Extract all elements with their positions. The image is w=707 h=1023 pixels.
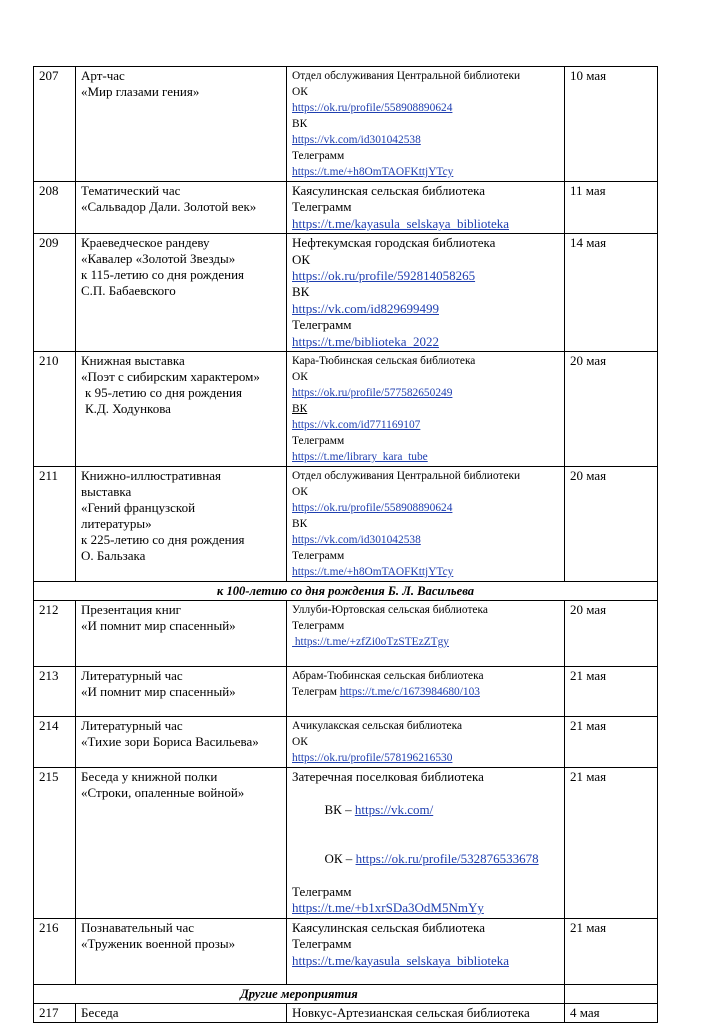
ok-link[interactable]: https://ok.ru/profile/532876533678 — [355, 851, 539, 867]
event-title: Беседа — [76, 1003, 287, 1022]
vk-link[interactable]: https://vk.com/ — [354, 801, 434, 817]
events-table — [33, 66, 658, 1023]
telegram-link[interactable]: https://t.me/+zfZi0oTzSTEzZTgy — [292, 636, 449, 649]
event-title: Книжная выставка «Поэт с сибирским характером» к 95-летию со дня рождения К.Д. Ходункова — [76, 352, 287, 467]
library-name: Отдел обслуживания Центральной библиотеки — [292, 470, 521, 483]
library-name: Затеречная поселковая библиотека — [292, 769, 484, 785]
telegram-link[interactable]: https://t.me/biblioteka_2022 — [292, 333, 439, 349]
event-date: 21 мая — [565, 717, 658, 768]
library-name: Новкус-Артезианская сельская библиотека — [292, 1004, 530, 1020]
telegram-link[interactable]: https://t.me/+h8OmTAOFKttjYTcy — [292, 566, 454, 579]
ok-link[interactable]: https://ok.ru/profile/592814058265 — [292, 268, 476, 284]
ok-link[interactable]: https://ok.ru/profile/558908890624 — [292, 502, 453, 515]
telegram-link[interactable]: https://t.me/kayasula_selskaya_biblioteka — [292, 215, 509, 231]
table-row — [34, 768, 658, 919]
vk-link[interactable]: https://vk.com/id829699499 — [292, 300, 439, 316]
event-date: 4 мая — [565, 1003, 658, 1022]
vk-link[interactable]: https://vk.com/id301042538 — [292, 134, 421, 146]
library-info: Кара-Тюбинская сельская библиотека ОК https://ok.ru/profile/577582650249 ВК https://vk.com/id771169107 Телеграмм https://t.me/library_kara_tube — [287, 352, 565, 467]
vk-link[interactable]: https://vk.com/id771169107 — [292, 419, 421, 432]
library-info: Отдел обслуживания Центральной библиотеки ОК https://ok.ru/profile/558908890624 ВК https://vk.com/id301042538 Телеграмм https://t.me/+h8OmTAOFKttjYTcy — [287, 467, 565, 582]
library-name: Ачикулакская сельская библиотека — [292, 720, 463, 733]
section-title-other: Другие мероприятия — [34, 984, 565, 1003]
ok-link[interactable]: https://ok.ru/profile/558908890624 — [292, 102, 453, 114]
row-number: 208 — [34, 182, 76, 234]
event-date: 11 мая — [565, 182, 658, 234]
table-row — [34, 918, 658, 984]
library-name: Нефтекумская городская библиотека — [292, 235, 496, 251]
event-title: Презентация книг «И помнит мир спасенный» — [76, 601, 287, 667]
event-title: Познавательный час «Труженик военной прозы» — [76, 918, 287, 984]
library-info: Каясулинская сельская библиотека Телеграмм https://t.me/kayasula_selskaya_biblioteka — [287, 918, 565, 984]
section-header — [34, 984, 658, 1003]
event-date: 20 мая — [565, 352, 658, 467]
event-title: Беседа у книжной полки «Строки, опаленные войной» — [76, 768, 287, 919]
section-header — [34, 582, 658, 601]
row-number: 209 — [34, 234, 76, 352]
library-name: Каясулинская сельская библиотека — [292, 183, 486, 198]
event-date: 20 мая — [565, 467, 658, 582]
library-name: Уллуби-Юртовская сельская библиотека — [292, 604, 488, 617]
library-info: Нефтекумская городская библиотека ОК https://ok.ru/profile/592814058265 ВК https://vk.com/id829699499 Телеграмм https://t.me/biblioteka_2022 — [287, 234, 565, 352]
row-number: 213 — [34, 667, 76, 717]
library-info: Абрам-Тюбинская сельская библиотека Телеграм https://t.me/c/1673984680/103 — [287, 667, 565, 717]
row-number: 212 — [34, 601, 76, 667]
telegram-link[interactable]: https://t.me/+h8OmTAOFKttjYTcy — [292, 166, 454, 178]
event-date: 21 мая — [565, 768, 658, 919]
event-title: Книжно-иллюстративная выставка «Гений французской литературы» к 225-летию со дня рождения О. Бальзака — [76, 467, 287, 582]
event-title: Краеведческое рандеву «Кавалер «Золотой Звезды» к 115-летию со дня рождения С.П. Бабаевского — [76, 234, 287, 352]
row-number: 207 — [34, 67, 76, 182]
table-row — [34, 182, 658, 234]
event-date: 21 мая — [565, 918, 658, 984]
event-title: Тематический час «Сальвадор Дали. Золотой век» — [76, 182, 287, 234]
library-info — [287, 1003, 565, 1022]
table-row — [34, 352, 658, 467]
section-title-vasiliev: к 100-летию со дня рождения Б. Л. Васильева — [34, 582, 658, 601]
library-info: Каясулинская сельская библиотека Телеграмм https://t.me/kayasula_selskaya_biblioteka — [287, 182, 565, 234]
table-row — [34, 67, 658, 182]
event-date: 21 мая — [565, 667, 658, 717]
vk-link[interactable]: https://vk.com/id301042538 — [292, 534, 421, 547]
table-row — [34, 667, 658, 717]
ok-link[interactable]: https://ok.ru/profile/578196216530 — [292, 752, 453, 765]
library-name: Отдел обслуживания Центральной библиотеки — [292, 70, 521, 82]
table-row — [34, 717, 658, 768]
library-info: Ачикулакская сельская библиотека ОК https://ok.ru/profile/578196216530 — [287, 717, 565, 768]
event-title: Литературный час «Тихие зори Бориса Васильева» — [76, 717, 287, 768]
row-number: 214 — [34, 717, 76, 768]
library-info: Уллуби-Юртовская сельская библиотека Телеграмм https://t.me/+zfZi0oTzSTEzZTgy — [287, 601, 565, 667]
row-number: 211 — [34, 467, 76, 582]
table-row — [34, 234, 658, 352]
telegram-link[interactable]: https://t.me/library_kara_tube — [292, 451, 428, 464]
table-row — [34, 1003, 658, 1022]
library-name: Кара-Тюбинская сельская библиотека — [292, 355, 476, 368]
library-info: Отдел обслуживания Центральной библиотеки ОК https://ok.ru/profile/558908890624 ВК https://vk.com/id301042538 Телеграмм https://t.me/+h8OmTAOFKttjYTcy — [287, 67, 565, 182]
ok-link[interactable]: https://ok.ru/profile/577582650249 — [292, 387, 453, 400]
empty-cell — [565, 984, 658, 1003]
table-row — [34, 601, 658, 667]
table-row — [34, 467, 658, 582]
row-number: 215 — [34, 768, 76, 919]
row-number: 210 — [34, 352, 76, 467]
telegram-link[interactable]: https://t.me/c/1673984680/103 — [339, 686, 480, 699]
row-number: 217 — [34, 1003, 76, 1022]
event-date: 14 мая — [565, 234, 658, 352]
event-title: Литературный час «И помнит мир спасенный» — [76, 667, 287, 717]
event-title: Арт-час «Мир глазами гения» — [76, 67, 287, 182]
library-name: Абрам-Тюбинская сельская библиотека — [292, 670, 484, 683]
telegram-link[interactable]: https://t.me/+b1xrSDa3OdM5NmYy — [292, 900, 484, 916]
event-date: 10 мая — [565, 67, 658, 182]
telegram-link[interactable]: https://t.me/kayasula_selskaya_biblioteka — [292, 952, 509, 968]
row-number: 216 — [34, 918, 76, 984]
event-date: 20 мая — [565, 601, 658, 667]
library-name: Каясулинская сельская библиотека — [292, 919, 486, 935]
library-info: Затеречная поселковая библиотека ВК – https://vk.com/ ОК – https://ok.ru/profile/532876533678 Телеграмм https://t.me/+b1xrSDa3OdM5NmYy — [287, 768, 565, 919]
